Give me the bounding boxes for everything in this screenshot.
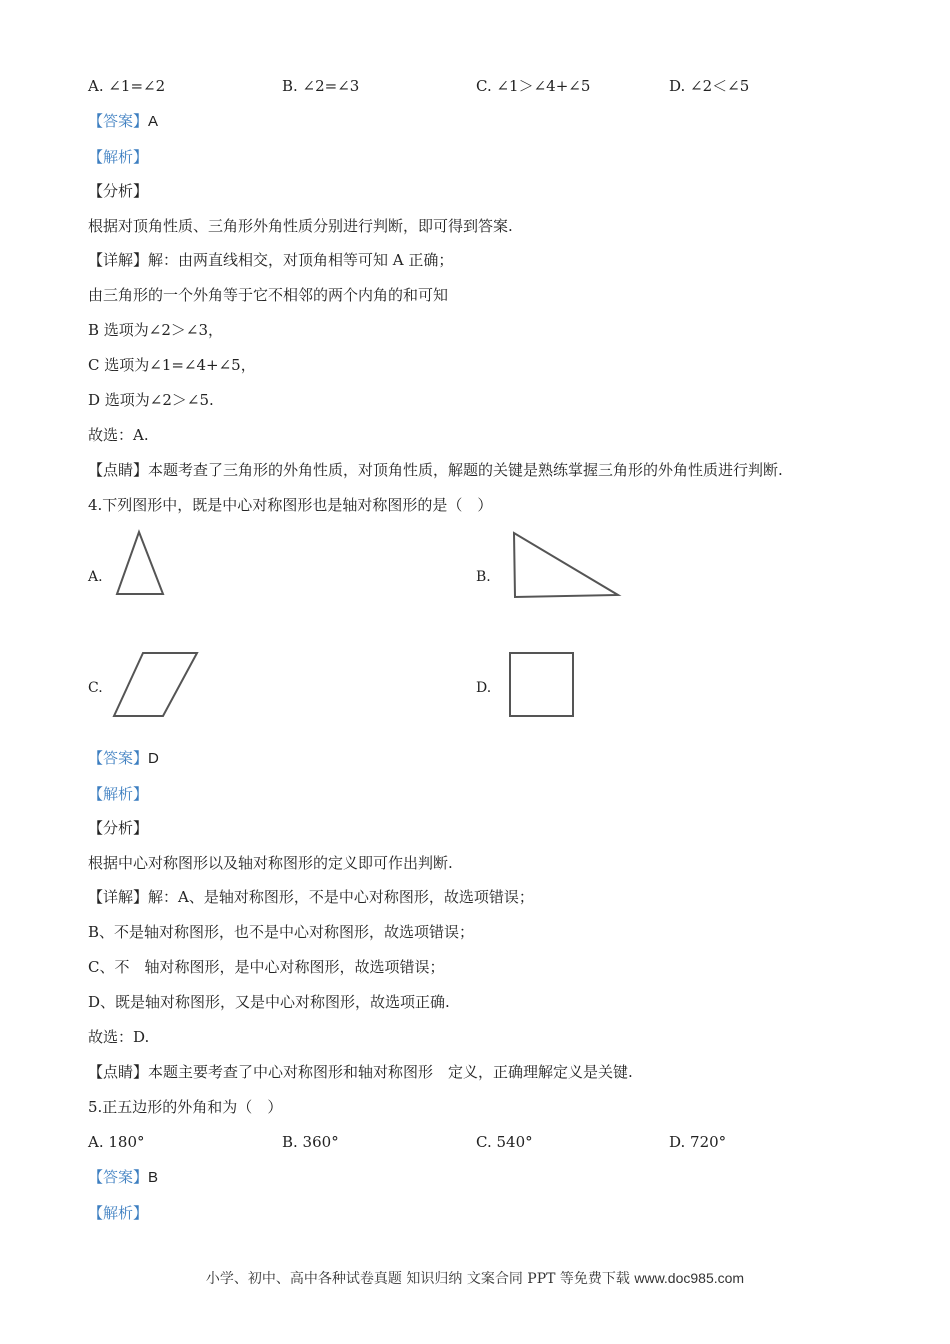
parallelogram-icon — [108, 648, 204, 722]
q3-jiexi-tag: 【解析】 — [88, 148, 149, 166]
q3-option-a: A. ∠1=∠2 — [88, 77, 166, 95]
square-icon — [504, 648, 580, 722]
q5-answer — [88, 1167, 158, 1188]
right-triangle-icon — [506, 528, 626, 602]
q4-xiangjie — [88, 887, 534, 907]
q4-question: 4.下列图形中，既是中心对称图形也是轴对称图形的是（ ） — [88, 496, 493, 514]
q5-question: 5.正五边形的外角和为（ ） — [88, 1098, 283, 1116]
answer-value: B — [148, 1169, 159, 1186]
q3-fenxi-text: 根据对顶角性质、三角形外角性质分别进行判断，即可得到答案. — [88, 217, 513, 235]
q3-dianjing — [88, 460, 783, 480]
q3-option-c: C. ∠1＞∠4+∠5 — [476, 77, 591, 95]
answer-tag: 【答案】 — [88, 112, 149, 130]
q3-option-b: B. ∠2=∠3 — [282, 77, 360, 95]
q4-answer — [88, 748, 159, 769]
footer-url[interactable]: www.doc985.com — [634, 1270, 745, 1286]
xiangjie-text: 解：A、是轴对称图形，不是中心对称图形，故选项错误； — [148, 888, 534, 906]
q3-fenxi-tag: 【分析】 — [88, 182, 149, 200]
page-footer — [0, 1268, 950, 1288]
q4-label-c: C. — [88, 680, 103, 696]
q3-guxuan: 故选：A. — [88, 426, 149, 444]
q4-label-d: D. — [476, 680, 492, 696]
q3-option-d: D. ∠2＜∠5 — [669, 77, 750, 95]
q3-xiangjie — [88, 250, 453, 270]
q5-jiexi-tag: 【解析】 — [88, 1204, 149, 1222]
dianjing-tag: 【点睛】 — [88, 1063, 149, 1081]
q4-fenxi-tag: 【分析】 — [88, 819, 149, 837]
answer-tag: 【答案】 — [88, 749, 149, 767]
q5-option-c: C. 540° — [476, 1133, 533, 1151]
q4-line-b: B、不是轴对称图形，也不是中心对称图形，故选项错误； — [88, 923, 475, 941]
q5-option-d: D. 720° — [669, 1133, 727, 1151]
answer-tag: 【答案】 — [88, 1168, 149, 1186]
answer-value: A — [148, 113, 159, 130]
q3-answer — [88, 111, 158, 132]
q4-label-b: B. — [476, 569, 491, 585]
q3-line3: B 选项为∠2＞∠3， — [88, 321, 224, 339]
q3-line5: D 选项为∠2＞∠5. — [88, 391, 214, 409]
q4-fenxi-text: 根据中心对称图形以及轴对称图形的定义即可作出判断. — [88, 854, 453, 872]
q4-guxuan: 故选：D. — [88, 1028, 150, 1046]
q4-line-c: C、不 轴对称图形，是中心对称图形，故选项错误； — [88, 958, 445, 976]
q4-dianjing — [88, 1062, 633, 1082]
footer-text: 小学、初中、高中各种试卷真题 知识归纳 文案合同 PPT 等免费下载 — [205, 1271, 630, 1287]
q3-line2: 由三角形的一个外角等于它不相邻的两个内角的和可知 — [88, 286, 449, 304]
dianjing-text: 本题主要考查了中心对称图形和轴对称图形 定义，正确理解定义是关键. — [148, 1063, 633, 1081]
q5-option-b: B. 360° — [282, 1133, 339, 1151]
xiangjie-text: 解：由两直线相交，对顶角相等可知 A 正确； — [148, 251, 454, 269]
q4-jiexi-tag: 【解析】 — [88, 785, 149, 803]
q4-label-a: A. — [88, 569, 103, 585]
xiangjie-tag: 【详解】 — [88, 251, 149, 269]
q5-option-a: A. 180° — [88, 1133, 145, 1151]
answer-value: D — [148, 750, 159, 767]
isosceles-triangle-icon — [110, 528, 170, 600]
dianjing-tag: 【点睛】 — [88, 461, 149, 479]
xiangjie-tag: 【详解】 — [88, 888, 149, 906]
q4-line-d: D、既是轴对称图形，又是中心对称图形，故选项正确. — [88, 993, 450, 1011]
dianjing-text: 本题考查了三角形的外角性质，对顶角性质，解题的关键是熟练掌握三角形的外角性质进行判断. — [148, 461, 783, 479]
q3-line4: C 选项为∠1=∠4+∠5， — [88, 356, 256, 374]
